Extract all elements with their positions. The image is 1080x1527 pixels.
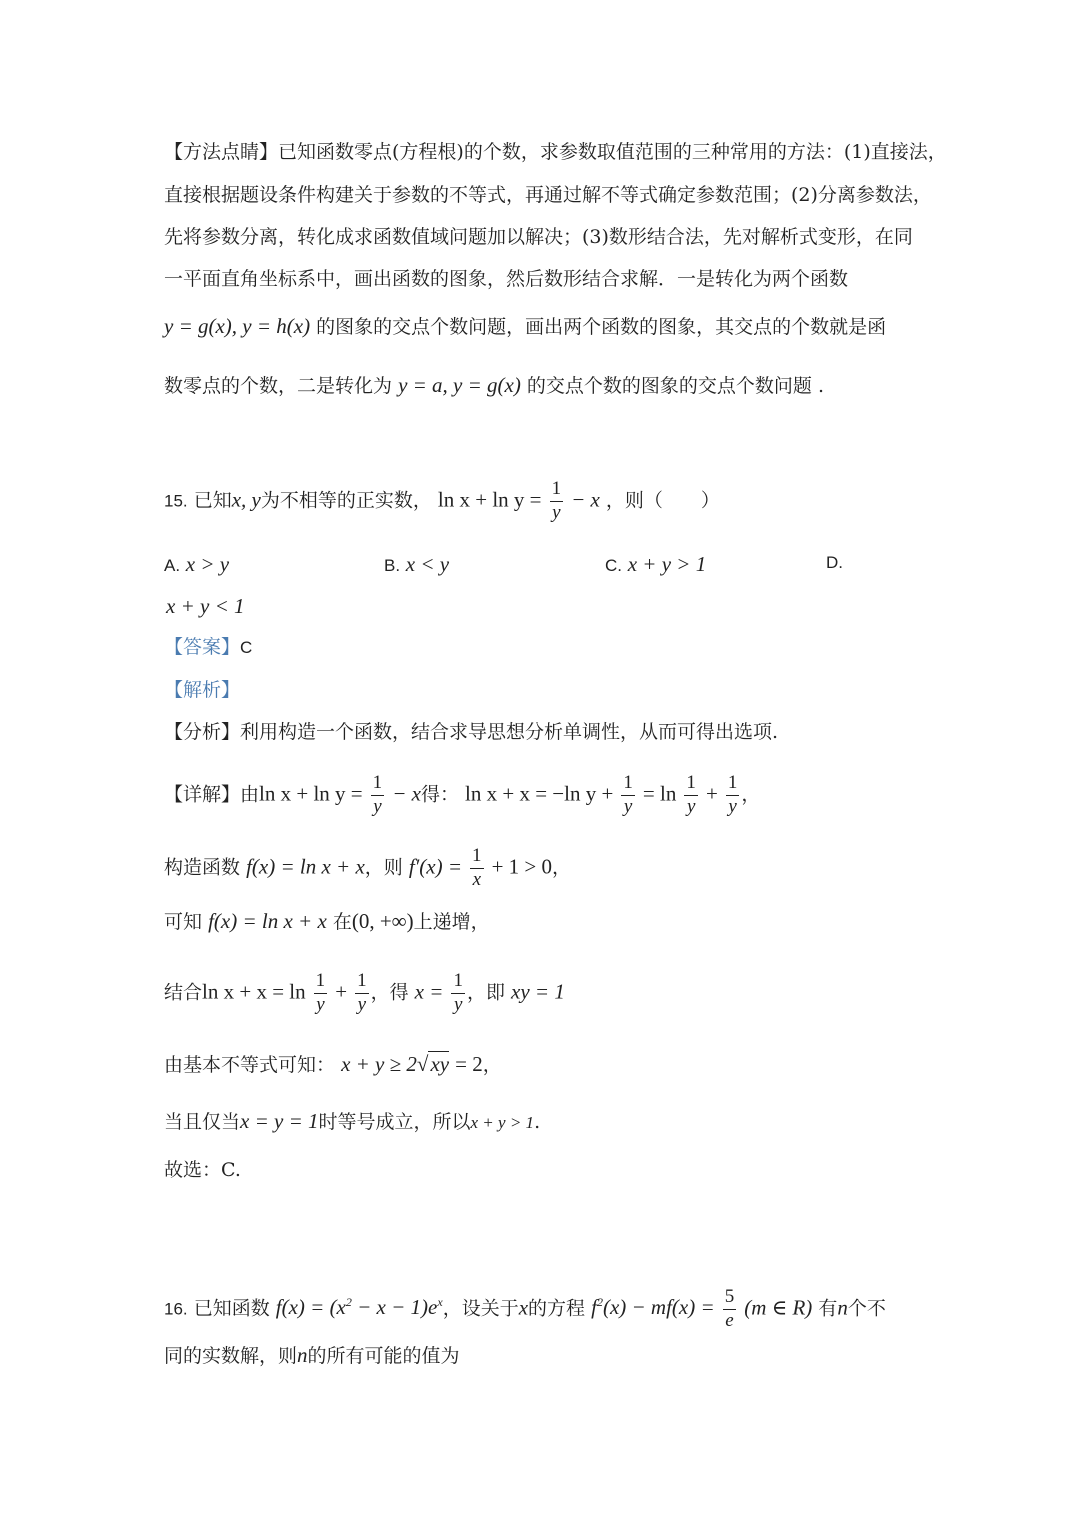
- q16-line2-b: 的所有可能的值为: [307, 1345, 460, 1367]
- detail-frac-4: [726, 772, 740, 819]
- construct-end: ，: [552, 856, 572, 879]
- method-tip-line-1: 【方法点睛】已知函数零点(方程根)的个数，求参数取值范围的三种常用的方法：(1)直接法，: [164, 141, 947, 163]
- q16-line2-n: n: [297, 1343, 308, 1367]
- combine-frac-2: [355, 970, 369, 1017]
- frac-num: 1: [451, 970, 465, 994]
- q16-number: 16.: [164, 1299, 188, 1319]
- construct-deriv-tail: + 1 > 0: [491, 854, 553, 879]
- known-tail: 上递增，: [413, 911, 490, 933]
- combine-x: x =: [414, 979, 444, 1004]
- option-label: B.: [384, 556, 401, 575]
- q15-option-a[interactable]: [164, 552, 229, 577]
- q15-text-c: ，则（ ）: [605, 489, 720, 512]
- combine-text: 结合: [164, 981, 203, 1004]
- method-tip-line-3: 先将参数分离，转化成求函数值域问题加以解决；(3)数形结合法，先对解析式变形，在同: [164, 226, 913, 248]
- option-expr: x + y < 1: [166, 594, 245, 618]
- frac-den: y: [686, 795, 696, 817]
- detail-de: 得：: [420, 783, 459, 806]
- equal-end: .: [534, 1111, 541, 1133]
- q15-frac-num: 1: [550, 478, 564, 502]
- q15-option-d-label[interactable]: [826, 552, 843, 573]
- q15-eq-right: − x: [571, 487, 600, 512]
- q16-func: $f(x) = (x^2 - x - 1)e^x$: [275, 1295, 443, 1320]
- detail-frac-2: [621, 772, 635, 819]
- construct-then: ，则: [364, 856, 403, 879]
- frac-num: 1: [621, 772, 635, 796]
- detail-eq2-b: = ln: [642, 781, 677, 806]
- q15-text-a: 已知: [193, 489, 232, 512]
- q16-stem-line-2: [164, 1345, 460, 1366]
- detail-frac-1: [371, 772, 385, 819]
- option-expr: x + y > 1: [627, 552, 707, 576]
- q16-text-a: 已知函数: [193, 1297, 270, 1320]
- equal-res: x + y > 1: [470, 1113, 535, 1132]
- q15-eq-left: ln x + ln y =: [437, 487, 542, 512]
- q16-text-b: ，设关于: [442, 1297, 519, 1320]
- q15-known-line: [164, 911, 490, 932]
- q16-eq-c: (m ∈ R): [744, 1295, 813, 1320]
- q15-option-c[interactable]: [605, 552, 706, 577]
- construct-eq: f(x) = ln x + x: [246, 854, 365, 879]
- q15-text-b: 为不相等的正实数，: [260, 489, 432, 512]
- q15-choose: 故选：C.: [164, 1159, 241, 1181]
- frac-num: 1: [726, 772, 740, 796]
- frac-num: 1: [355, 970, 369, 994]
- q15-option-d-expr[interactable]: [166, 594, 244, 619]
- q15-vars: x, y: [231, 487, 261, 512]
- detail-end: ，: [741, 783, 761, 806]
- combine-xy: xy = 1: [511, 979, 565, 1004]
- detail-tag: 【详解】由: [164, 783, 260, 806]
- ineq-eq-a: x + y ≥ 2: [341, 1052, 417, 1076]
- construct-text: 构造函数: [164, 856, 241, 879]
- q16-line2-a: 同的实数解，则: [164, 1345, 298, 1367]
- q15-construct-line: [164, 845, 571, 892]
- known-eq: f(x) = ln x + x: [208, 909, 327, 933]
- known-text: 可知: [164, 911, 203, 933]
- answer-tag: 【答案】: [164, 636, 241, 658]
- frac-num: 5: [723, 1286, 737, 1310]
- option-expr: x > y: [185, 552, 230, 576]
- frac-num: 1: [314, 970, 328, 994]
- ineq-eq-b: = 2: [455, 1052, 483, 1076]
- option-expr: x < y: [405, 552, 450, 576]
- method-tip-line-2: 直接根据题设条件构建关于参数的不等式，再通过解不等式确定参数范围；(2)分离参数法，: [164, 184, 932, 206]
- method-tip-line-6: [164, 375, 824, 396]
- ineq-root: xy: [430, 1052, 450, 1076]
- q15-stem: [164, 478, 720, 525]
- frac-den: y: [728, 795, 737, 817]
- q15-fraction: [550, 478, 564, 525]
- option-label: C.: [605, 556, 622, 575]
- frac-den: y: [373, 795, 382, 817]
- q15-frac-den: y: [552, 501, 561, 523]
- q16-text-e: 个不: [847, 1297, 886, 1320]
- frac-den: y: [623, 795, 633, 817]
- combine-get: ，得: [370, 981, 409, 1004]
- detail-eq1-a: ln x + ln y =: [259, 781, 363, 806]
- ineq-end: ，: [482, 1054, 502, 1076]
- option-label: D.: [826, 553, 843, 572]
- frac-den: y: [454, 993, 463, 1015]
- q16-var-n: n: [837, 1295, 848, 1320]
- combine-frac-3: [451, 970, 465, 1017]
- q15-ineq-line: [164, 1054, 502, 1075]
- q15-combine-line: [164, 970, 565, 1017]
- q16-eq: $f^2(x) - mf(x)$ =: [591, 1295, 715, 1320]
- detail-eq1-b: − x: [392, 781, 421, 806]
- combine-frac-1: [314, 970, 328, 1017]
- q16-text-d: 有: [818, 1297, 838, 1320]
- q16-frac: [723, 1286, 737, 1333]
- frac-num: 1: [684, 772, 698, 796]
- method-tip-line-6-text-b: 的交点个数的图象的交点个数问题 .: [526, 375, 824, 397]
- detail-frac-3: [684, 772, 698, 819]
- method-tip-line-6-text-a: 数零点的个数，二是转化为: [164, 375, 393, 397]
- equal-text-a: 当且仅当: [164, 1111, 241, 1133]
- method-tip-line-4: 一平面直角坐标系中，画出函数的图象，然后数形结合求解．一是转化为两个函数: [164, 268, 849, 290]
- method-tip-line-5: [164, 316, 886, 337]
- construct-frac: [470, 845, 484, 892]
- q16-var-x: x: [518, 1295, 529, 1320]
- sqrt-sign: √: [416, 1052, 429, 1076]
- answer-value: C: [240, 638, 253, 657]
- math-two-functions: y = g(x), y = h(x): [164, 314, 311, 338]
- frac-num: 1: [371, 772, 385, 796]
- frac-den: y: [316, 993, 325, 1015]
- q15-equal-line: [164, 1111, 540, 1132]
- equal-eq: x = y = 1: [240, 1109, 319, 1133]
- ineq-text: 由基本不等式可知：: [164, 1054, 336, 1076]
- frac-den: x: [472, 868, 482, 890]
- q16-stem-line-1: [164, 1286, 886, 1333]
- known-interval: (0, +∞): [351, 909, 414, 933]
- detail-eq2-c: +: [705, 781, 718, 806]
- q15-number: 15.: [164, 491, 188, 511]
- construct-deriv: f′(x) =: [408, 854, 462, 879]
- option-label: A.: [164, 556, 181, 575]
- frac-den: e: [725, 1309, 734, 1331]
- combine-eq-b: +: [335, 979, 348, 1004]
- combine-ji: ，即: [466, 981, 505, 1004]
- combine-eq-a: ln x + x = ln: [202, 979, 306, 1004]
- method-tip-line-5-text: 的图象的交点个数问题，画出两个函数的图象，其交点的个数就是函: [316, 316, 887, 338]
- q15-detail-line: [164, 772, 760, 819]
- detail-eq2-a: ln x + x = −ln y +: [465, 781, 614, 806]
- frac-den: y: [357, 993, 367, 1015]
- q16-text-c: 的方程: [528, 1297, 586, 1320]
- q15-answer: [164, 638, 252, 657]
- known-in: 在: [332, 911, 352, 933]
- frac-num: 1: [470, 845, 484, 869]
- math-y-a-g: y = a, y = g(x): [398, 373, 521, 397]
- q15-fenxi: 【分析】利用构造一个函数，结合求导思想分析单调性，从而可得出选项.: [164, 721, 779, 743]
- equal-text-b: 时等号成立，所以: [318, 1111, 471, 1133]
- q15-analysis-tag: 【解析】: [164, 679, 241, 701]
- q15-option-b[interactable]: [384, 552, 449, 577]
